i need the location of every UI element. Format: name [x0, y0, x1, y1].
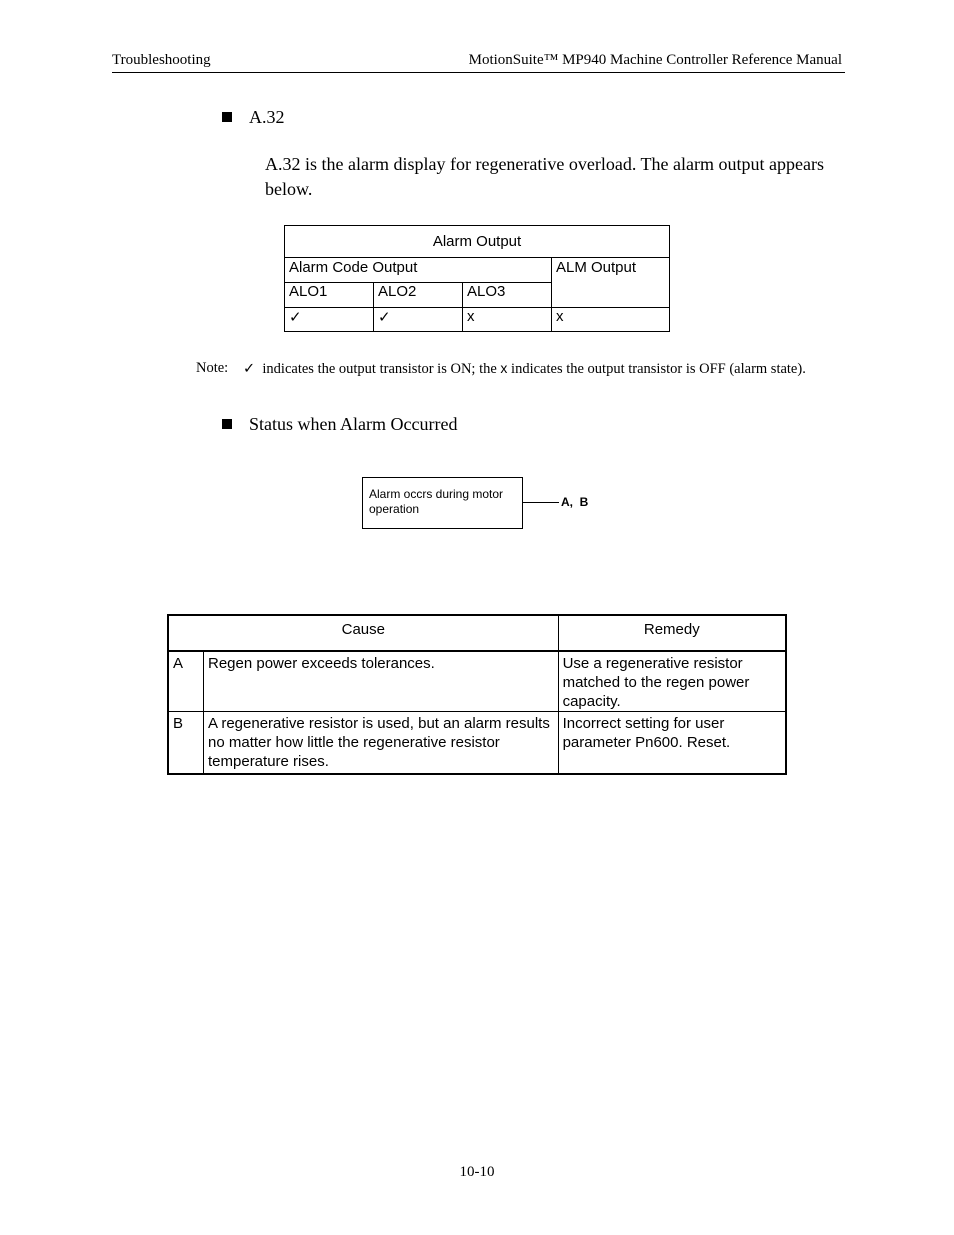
- status-cause-label: A, B: [561, 495, 589, 509]
- header-section-title: Troubleshooting: [112, 52, 211, 68]
- row-cause: Regen power exceeds tolerances.: [204, 651, 559, 712]
- square-bullet-icon: [222, 419, 232, 429]
- alarm-table-title: Alarm Output: [285, 226, 670, 258]
- row-remedy: Use a regenerative resistor matched to the regen power capacity.: [558, 651, 786, 712]
- alarm-value-alo3: x: [463, 308, 552, 332]
- section-heading-text: Status when Alarm Occurred: [249, 414, 458, 434]
- table-row: [168, 712, 786, 774]
- section-heading-a32: [222, 107, 285, 128]
- note-text-1: indicates the output transistor is ON; the: [262, 361, 497, 377]
- section-heading-text: A.32: [249, 107, 285, 127]
- note-label: Note:: [196, 360, 229, 376]
- alarm-column-alo2: ALO2: [374, 283, 463, 308]
- alarm-value-alm: x: [552, 308, 670, 332]
- alarm-column-alo1: ALO1: [285, 283, 374, 308]
- x-mark: x: [500, 360, 508, 376]
- row-id: A: [168, 651, 204, 712]
- square-bullet-icon: [222, 112, 232, 122]
- alarm-value-alo2: ✓: [374, 308, 463, 332]
- cause-remedy-table: [167, 614, 787, 775]
- note-text-2: indicates the output transistor is OFF (alarm state).: [511, 361, 806, 377]
- alarm-column-alo3: ALO3: [463, 283, 552, 308]
- cause-header: Cause: [168, 615, 558, 651]
- remedy-header: Remedy: [558, 615, 786, 651]
- row-remedy: Incorrect setting for user parameter Pn600. Reset.: [558, 712, 786, 774]
- note: [196, 358, 816, 379]
- section-heading-status: [222, 414, 457, 435]
- header-rule: [112, 72, 845, 73]
- status-connector-line: [522, 502, 559, 503]
- section-paragraph: A.32 is the alarm display for regenerative overload. The alarm output appears below.: [265, 154, 824, 199]
- page-number: 10-10: [459, 1164, 495, 1180]
- alarm-code-output-label: Alarm Code Output: [285, 258, 552, 283]
- row-cause: A regenerative resistor is used, but an alarm results no matter how little the regenerative resistor temperature rises.: [204, 712, 559, 774]
- alarm-value-alo1: ✓: [285, 308, 374, 332]
- status-box: [362, 477, 523, 529]
- alarm-output-table: [284, 225, 670, 332]
- check-mark-icon: ✓: [243, 361, 256, 377]
- row-id: B: [168, 712, 204, 774]
- alm-output-label: ALM Output: [552, 258, 670, 308]
- header-manual-title: MotionSuite™ MP940 Machine Controller Reference Manual: [468, 52, 842, 68]
- table-row: [168, 651, 786, 712]
- status-box-text: Alarm occrs during motor operation: [369, 487, 504, 516]
